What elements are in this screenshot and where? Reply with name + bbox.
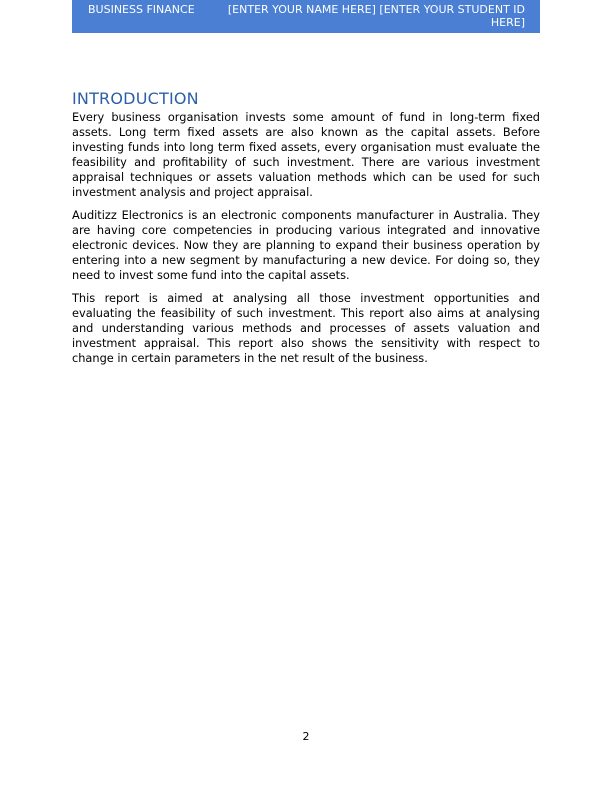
paragraph-2: Auditizz Electronics is an electronic components manufacturer in Australia. They are having core competencies in producing various integrated and innovative electronic devices. Now they are planning to expand their business operation by entering into a new segment by manufacturing a new device. For doing so, they need to invest some fund into the capital assets. bbox=[72, 208, 540, 282]
page-number: 2 bbox=[302, 730, 310, 743]
page-header bbox=[72, 0, 540, 33]
paragraph-1: Every business organisation invests some amount of fund in long-term fixed assets. Long term fixed assets are also known as the capital assets. Before investing funds into long term fixed assets, every organisation must evaluate the feasibility and profitability of such investment. There are various investment appraisal techniques or assets valuation methods which can be used for such investment analysis and project appraisal. bbox=[72, 110, 540, 199]
section-body bbox=[72, 110, 540, 374]
section-heading: INTRODUCTION bbox=[72, 89, 199, 108]
header-course-title: BUSINESS FINANCE bbox=[88, 3, 195, 16]
paragraph-3: This report is aimed at analysing all those investment opportunities and evaluating the feasibility of such investment. This report also aims at analysing and understanding various methods and processes of assets valuation and investment appraisal. This report also shows the sensitivity with respect to change in certain parameters in the net result of the business. bbox=[72, 291, 540, 365]
header-student-info: [ENTER YOUR NAME HERE] [ENTER YOUR STUDENT ID HERE] bbox=[227, 3, 525, 29]
